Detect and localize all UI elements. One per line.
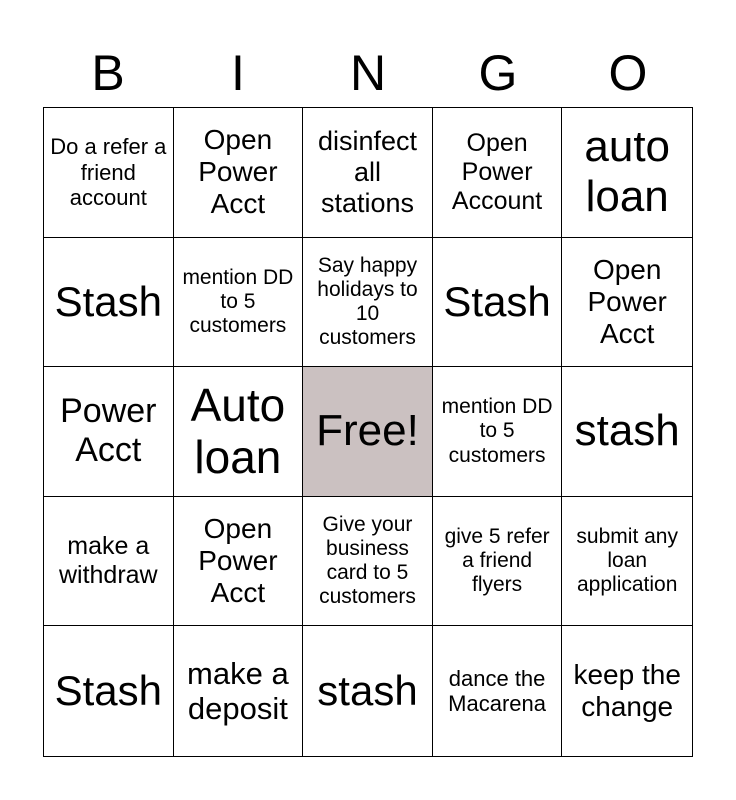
bingo-cell-text: make a withdraw bbox=[58, 532, 158, 590]
bingo-cell[interactable] bbox=[303, 238, 433, 368]
bingo-cell-text: submit any loan application bbox=[576, 524, 678, 597]
bingo-cell[interactable] bbox=[174, 367, 304, 497]
bingo-grid bbox=[44, 108, 692, 756]
bingo-cell[interactable] bbox=[44, 497, 174, 627]
bingo-cell-text: Stash bbox=[443, 277, 551, 325]
bingo-cell[interactable] bbox=[562, 497, 692, 627]
bingo-cell[interactable] bbox=[174, 497, 304, 627]
free-space-cell[interactable] bbox=[303, 367, 433, 497]
bingo-cell-text: Do a refer a friend account bbox=[50, 134, 167, 210]
bingo-cell-text: Give your business card to 5 customers bbox=[319, 512, 416, 609]
header-letter-i: I bbox=[231, 45, 245, 101]
bingo-cell-text: Stash bbox=[54, 277, 162, 325]
bingo-cell[interactable] bbox=[562, 108, 692, 238]
bingo-cell-text: mention DD to 5 customers bbox=[182, 265, 294, 337]
bingo-cell[interactable] bbox=[44, 367, 174, 497]
bingo-cell-text: Free! bbox=[316, 406, 419, 456]
bingo-cell[interactable] bbox=[44, 108, 174, 238]
bingo-cell[interactable] bbox=[303, 497, 433, 627]
bingo-cell-text: auto loan bbox=[584, 121, 671, 222]
bingo-cell[interactable] bbox=[433, 626, 563, 756]
bingo-cell[interactable] bbox=[433, 497, 563, 627]
bingo-cell-text: Say happy holidays to 10 customers bbox=[317, 253, 418, 350]
bingo-cell-text: Auto loan bbox=[190, 378, 286, 484]
bingo-cell-text: make a deposit bbox=[187, 655, 289, 727]
bingo-cell-text: stash bbox=[317, 667, 418, 715]
bingo-cell[interactable] bbox=[562, 238, 692, 368]
bingo-cell[interactable] bbox=[303, 626, 433, 756]
bingo-cell[interactable] bbox=[44, 238, 174, 368]
bingo-cell[interactable] bbox=[174, 238, 304, 368]
bingo-cell-text: stash bbox=[574, 406, 680, 456]
header-letter-n: N bbox=[349, 45, 387, 101]
bingo-cell[interactable] bbox=[433, 238, 563, 368]
bingo-cell-text: disinfect all stations bbox=[317, 125, 418, 218]
bingo-cell[interactable] bbox=[174, 626, 304, 756]
bingo-cell-text: dance the Macarena bbox=[448, 665, 547, 717]
bingo-cell-text: give 5 refer a friend flyers bbox=[444, 524, 550, 597]
header-letter-b: B bbox=[91, 45, 125, 101]
bingo-header bbox=[43, 40, 693, 106]
bingo-cell-text: Open Power Acct bbox=[198, 512, 278, 609]
bingo-cell-text: Open Power Acct bbox=[198, 124, 278, 220]
bingo-cell-text: keep the change bbox=[573, 659, 681, 723]
bingo-cell-text: Power Acct bbox=[60, 392, 157, 470]
bingo-cell-text: Open Power Account bbox=[451, 129, 543, 215]
bingo-cell[interactable] bbox=[433, 367, 563, 497]
bingo-cell[interactable] bbox=[44, 626, 174, 756]
bingo-cell[interactable] bbox=[433, 108, 563, 238]
bingo-board bbox=[43, 107, 693, 757]
header-letter-o: O bbox=[608, 45, 648, 101]
bingo-cell[interactable] bbox=[562, 626, 692, 756]
bingo-cell[interactable] bbox=[303, 108, 433, 238]
bingo-cell[interactable] bbox=[562, 367, 692, 497]
bingo-cell-text: Open Power Acct bbox=[587, 253, 667, 349]
bingo-cell-text: mention DD to 5 customers bbox=[441, 395, 553, 467]
bingo-cell[interactable] bbox=[174, 108, 304, 238]
bingo-cell-text: Stash bbox=[54, 667, 162, 715]
header-letter-g: G bbox=[478, 45, 518, 101]
